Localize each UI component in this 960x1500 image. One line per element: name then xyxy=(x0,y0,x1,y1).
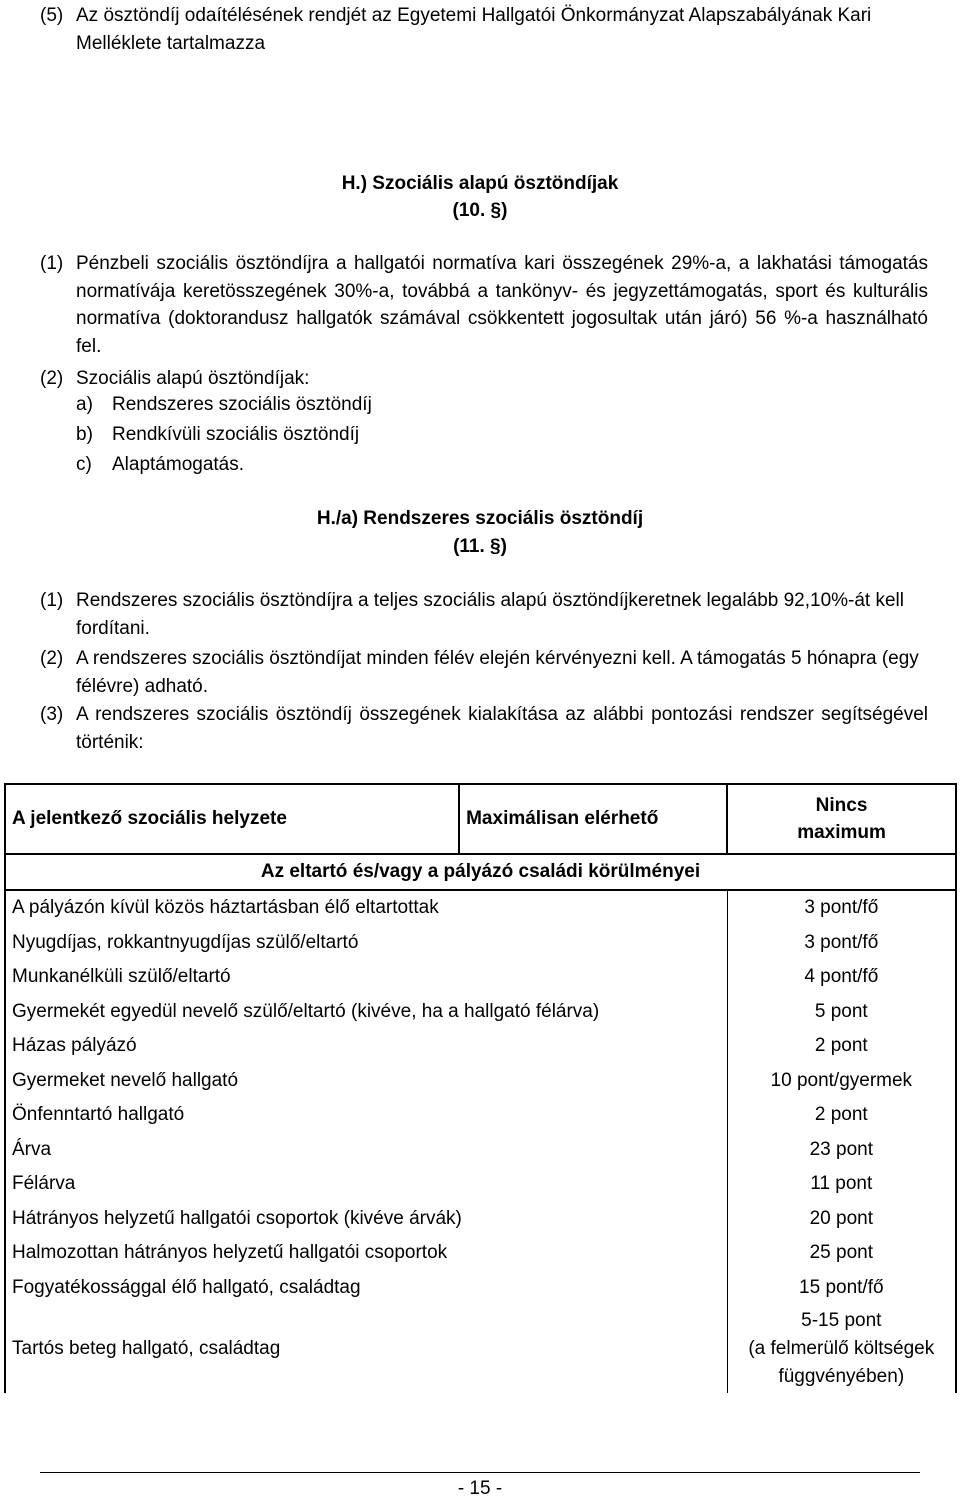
footer-divider xyxy=(40,1472,920,1473)
row-value: 5-15 pont (a felmerülő költségek függvényében) xyxy=(727,1305,956,1393)
section-h-title: H.) Szociális alapú ösztöndíjak xyxy=(341,173,619,194)
row-value: 3 pont/fő xyxy=(727,890,956,926)
scholarship-types-list xyxy=(40,390,372,480)
paragraph-5 xyxy=(40,2,928,57)
row-value: 11 pont xyxy=(727,1167,956,1202)
paragraph-text: Az ösztöndíj odaítélésének rendjét az Egyetemi Hallgatói Önkormányzat Alapszabályának Kari Melléklete tartalmazza xyxy=(76,5,872,54)
table-row xyxy=(5,1167,956,1202)
section-h-ref: (10. §) xyxy=(452,200,508,221)
paragraph-text: Rendszeres szociális ösztöndíjra a teljes szociális alapú ösztöndíjkeretnek legalább 92,10%-át kell fordítani. xyxy=(76,590,905,639)
paragraph-text: A rendszeres szociális ösztöndíjat minden félév elején kérvényezni kell. A támogatás 5 hónapra (egy félévre) adható. xyxy=(76,648,919,697)
row-label: Félárva xyxy=(5,1167,727,1202)
section-ha-title: H./a) Rendszeres szociális ösztöndíj xyxy=(316,508,644,529)
paragraph-number: (1) xyxy=(40,253,64,274)
table-row xyxy=(5,1064,956,1099)
table-row xyxy=(5,926,956,961)
list-item: a) Rendszeres szociális ösztöndíj xyxy=(76,394,372,415)
row-label: Halmozottan hátrányos helyzetű hallgatói csoportok xyxy=(5,1236,727,1271)
paragraph-ha-1 xyxy=(40,587,928,642)
points-table xyxy=(4,783,957,1393)
header-no-maximum: Nincs maximum xyxy=(727,784,956,854)
row-value: 3 pont/fő xyxy=(727,926,956,961)
table-header-row xyxy=(5,784,956,854)
paragraph-text: Szociális alapú ösztöndíjak: xyxy=(76,368,310,389)
list-item: b) Rendkívüli szociális ösztöndíj xyxy=(76,424,360,445)
paragraph-number: (5) xyxy=(40,5,64,26)
table-body xyxy=(5,890,956,1305)
table-row xyxy=(5,1305,956,1393)
table-row xyxy=(5,1202,956,1237)
header-max-achievable: Maximálisan elérhető xyxy=(459,784,727,854)
table-row xyxy=(5,1236,956,1271)
row-label: Hátrányos helyzetű hallgatói csoportok (kivéve árvák) xyxy=(5,1202,727,1237)
row-label: Nyugdíjas, rokkantnyugdíjas szülő/eltartó xyxy=(5,926,727,961)
list-item: c) Alaptámogatás. xyxy=(76,454,245,475)
row-value: 15 pont/fő xyxy=(727,1271,956,1306)
table-section-title: Az eltartó és/vagy a pályázó családi körülményei xyxy=(5,854,956,890)
row-value: 5 pont xyxy=(727,995,956,1030)
row-label: Fogyatékossággal élő hallgató, családtag xyxy=(5,1271,727,1306)
table-row xyxy=(5,1029,956,1064)
table-row xyxy=(5,1133,956,1168)
paragraph-ha-2 xyxy=(40,645,928,700)
row-value: 2 pont xyxy=(727,1029,956,1064)
row-value: 20 pont xyxy=(727,1202,956,1237)
row-value: 4 pont/fő xyxy=(727,960,956,995)
table-row xyxy=(5,890,956,926)
paragraph-text: Pénzbeli szociális ösztöndíjra a hallgatói normatíva kari összegének 29%-a, a lakhatási támogatás normatívája keretösszegének 30%-a, továbbá a tankönyv- és jegyzettámogatás, sport és kulturális normatíva (doktorandusz hallgatók számával csökkentett jogosultak után járó) 56 %-a használható fel. xyxy=(76,253,928,357)
table-row xyxy=(5,1271,956,1306)
header-social-situation: A jelentkező szociális helyzete xyxy=(5,784,459,854)
row-label: Gyermeket nevelő hallgató xyxy=(5,1064,727,1099)
row-value: 2 pont xyxy=(727,1098,956,1133)
section-ha-ref: (11. §) xyxy=(453,536,507,557)
row-label: Tartós beteg hallgató, családtag xyxy=(5,1305,727,1393)
row-label: Munkanélküli szülő/eltartó xyxy=(5,960,727,995)
paragraph-number: (1) xyxy=(40,590,64,611)
paragraph-h-1 xyxy=(40,250,928,360)
paragraph-number: (2) xyxy=(40,368,64,389)
row-label: A pályázón kívül közös háztartásban élő eltartottak xyxy=(5,890,727,926)
paragraph-ha-3 xyxy=(40,701,928,756)
row-value: 25 pont xyxy=(727,1236,956,1271)
page-number: - 15 - xyxy=(457,1478,503,1499)
paragraph-text: A rendszeres szociális ösztöndíj összegének kialakítása az alábbi pontozási rendszer segítségével történik: xyxy=(76,704,928,753)
row-value: 10 pont/gyermek xyxy=(727,1064,956,1099)
row-label: Házas pályázó xyxy=(5,1029,727,1064)
table-row xyxy=(5,995,956,1030)
row-label: Árva xyxy=(5,1133,727,1168)
table-section-row xyxy=(5,854,956,890)
paragraph-number: (2) xyxy=(40,648,64,669)
paragraph-number: (3) xyxy=(40,704,64,725)
table-row xyxy=(5,960,956,995)
table-row xyxy=(5,1098,956,1133)
row-value: 23 pont xyxy=(727,1133,956,1168)
paragraph-h-2 xyxy=(40,365,928,393)
row-label: Önfenntartó hallgató xyxy=(5,1098,727,1133)
row-label: Gyermekét egyedül nevelő szülő/eltartó (kivéve, ha a hallgató félárva) xyxy=(5,995,727,1030)
